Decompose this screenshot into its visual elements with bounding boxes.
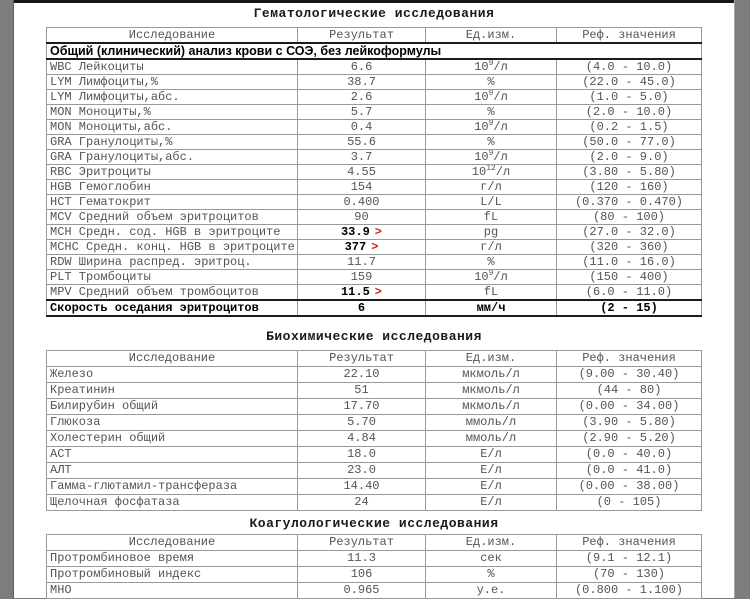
report-page <box>13 0 735 598</box>
lab-result-row <box>47 399 702 415</box>
ref-range-cell: (50.0 - 77.0) <box>557 135 702 150</box>
lab-result-row <box>47 135 702 150</box>
lab-result-row <box>47 75 702 90</box>
result-value: 5.7 <box>350 105 373 119</box>
ref-range-cell: (0.0 - 41.0) <box>557 463 702 479</box>
result-cell <box>298 240 426 255</box>
test-name-cell: Скорость оседания эритроцитов <box>47 300 298 316</box>
lab-result-row <box>47 300 702 316</box>
unit-base: 10 <box>474 90 489 104</box>
unit-cell <box>426 415 557 431</box>
result-value: 11.5 <box>340 285 370 299</box>
result-value: 4.55 <box>347 165 376 179</box>
result-value: 0.400 <box>343 195 380 209</box>
ref-range-cell: (0.2 - 1.5) <box>557 120 702 135</box>
result-cell <box>298 415 426 431</box>
ref-range-cell: (1.0 - 5.0) <box>557 90 702 105</box>
top-divider <box>14 0 734 3</box>
column-header: Исследование <box>47 351 298 367</box>
unit-cell <box>426 567 557 583</box>
unit-cell <box>426 225 557 240</box>
result-value: 51 <box>354 383 369 397</box>
unit-text: сек <box>480 551 502 565</box>
ref-range-cell: (27.0 - 32.0) <box>557 225 702 240</box>
unit-cell <box>426 551 557 567</box>
unit-denominator: /л <box>495 165 511 179</box>
result-value: 154 <box>350 180 373 194</box>
test-name-cell: Холестерин общий <box>47 431 298 447</box>
test-name-cell: АСТ <box>47 447 298 463</box>
unit-text: % <box>487 255 495 269</box>
unit-cell <box>426 195 557 210</box>
unit-cell <box>426 447 557 463</box>
ref-range-cell: (9.1 - 12.1) <box>557 551 702 567</box>
column-header: Ед.изм. <box>426 535 557 551</box>
result-cell <box>298 59 426 75</box>
lab-result-row <box>47 463 702 479</box>
unit-denominator: /л <box>493 270 508 284</box>
unit-text: ммоль/л <box>465 415 517 429</box>
lab-result-row <box>47 270 702 285</box>
result-cell <box>298 165 426 180</box>
unit-cell <box>426 240 557 255</box>
result-cell <box>298 90 426 105</box>
ref-range-cell: (320 - 360) <box>557 240 702 255</box>
test-name-cell: Глюкоза <box>47 415 298 431</box>
result-cell <box>298 255 426 270</box>
unit-cell <box>426 300 557 316</box>
section-title: Коагулологические исследования <box>249 516 499 531</box>
test-name-cell: Протромбиновый индекс <box>47 567 298 583</box>
unit-exponent: 9 <box>488 59 494 68</box>
unit-text: г/л <box>480 180 502 194</box>
lab-result-row <box>47 431 702 447</box>
result-cell <box>298 120 426 135</box>
lab-result-row <box>47 495 702 511</box>
unit-cell <box>426 431 557 447</box>
result-value: 38.7 <box>347 75 376 89</box>
unit-cell <box>426 135 557 150</box>
test-name-cell: WBC Лейкоциты <box>47 59 298 75</box>
result-cell <box>298 567 426 583</box>
unit-base: 10 <box>474 60 489 74</box>
result-cell <box>298 225 426 240</box>
results-table <box>46 534 702 599</box>
result-cell <box>298 105 426 120</box>
unit-text: L/L <box>480 195 502 209</box>
unit-cell <box>426 270 557 285</box>
result-value: 106 <box>350 567 373 581</box>
unit-text: Е/л <box>480 463 502 477</box>
lab-result-row <box>47 255 702 270</box>
result-value: 3.7 <box>350 150 373 164</box>
result-value: 6 <box>357 301 366 315</box>
lab-result-row <box>47 180 702 195</box>
lab-result-row <box>47 210 702 225</box>
result-cell <box>298 479 426 495</box>
result-cell <box>298 195 426 210</box>
unit-exponent: 9 <box>488 149 494 158</box>
result-cell <box>298 399 426 415</box>
lab-result-row <box>47 479 702 495</box>
ref-range-cell: (150 - 400) <box>557 270 702 285</box>
lab-result-row <box>47 583 702 599</box>
test-name-cell: АЛТ <box>47 463 298 479</box>
test-name-cell: HGB Гемоглобин <box>47 180 298 195</box>
unit-exponent: 9 <box>488 269 494 278</box>
unit-text: мкмоль/л <box>462 383 520 397</box>
result-value: 0.965 <box>343 583 380 597</box>
unit-cell <box>426 399 557 415</box>
ref-range-cell: (9.00 - 30.40) <box>557 367 702 383</box>
test-name-cell: MON Моноциты,% <box>47 105 298 120</box>
test-name-cell: MCH Средн. сод. HGB в эритроците <box>47 225 298 240</box>
result-cell <box>298 285 426 301</box>
ref-range-cell: (80 - 100) <box>557 210 702 225</box>
section-title: Биохимические исследования <box>266 329 482 344</box>
lab-section <box>14 517 734 599</box>
lab-result-row <box>47 447 702 463</box>
lab-result-row <box>47 240 702 255</box>
lab-result-row <box>47 59 702 75</box>
unit-text: мм/ч <box>476 301 506 315</box>
lab-result-row <box>47 285 702 301</box>
result-value: 377 <box>344 240 367 254</box>
result-value: 159 <box>350 270 373 284</box>
test-name-cell: LYM Лимфоциты,абс. <box>47 90 298 105</box>
unit-text: % <box>487 75 495 89</box>
test-name-cell: Креатинин <box>47 383 298 399</box>
column-header: Реф. значения <box>557 535 702 551</box>
result-cell <box>298 367 426 383</box>
result-cell <box>298 75 426 90</box>
result-value: 0.4 <box>350 120 373 134</box>
header-row <box>47 535 702 551</box>
unit-cell <box>426 495 557 511</box>
test-name-cell: Протромбиновое время <box>47 551 298 567</box>
ref-range-cell: (2.90 - 5.20) <box>557 431 702 447</box>
panel-subheader-row <box>47 43 702 59</box>
test-name-cell: GRA Гранулоциты,абс. <box>47 150 298 165</box>
ref-range-cell: (3.90 - 5.80) <box>557 415 702 431</box>
ref-range-cell: (6.0 - 11.0) <box>557 285 702 301</box>
unit-text: Е/л <box>480 495 502 509</box>
lab-report-sections <box>14 7 734 599</box>
unit-cell <box>426 210 557 225</box>
result-value: 14.40 <box>343 479 380 493</box>
unit-base: 10 <box>474 120 489 134</box>
high-flag-icon: > <box>374 285 382 299</box>
unit-cell <box>426 120 557 135</box>
result-value: 5.70 <box>347 415 376 429</box>
unit-base: 10 <box>474 150 489 164</box>
unit-cell <box>426 479 557 495</box>
unit-text: ммоль/л <box>465 431 517 445</box>
ref-range-cell: (3.80 - 5.80) <box>557 165 702 180</box>
result-value: 11.3 <box>347 551 376 565</box>
column-header: Исследование <box>47 28 298 44</box>
result-value: 18.0 <box>347 447 376 461</box>
result-cell <box>298 495 426 511</box>
header-row <box>47 351 702 367</box>
ref-range-cell: (0 - 105) <box>557 495 702 511</box>
panel-subheader: Общий (клинический) анализ крови с СОЭ, без лейкоформулы <box>47 43 702 59</box>
header-row <box>47 28 702 44</box>
unit-text: Е/л <box>480 479 502 493</box>
lab-result-row <box>47 195 702 210</box>
test-name-cell: LYM Лимфоциты,% <box>47 75 298 90</box>
unit-exponent: 9 <box>488 89 494 98</box>
result-value: 22.10 <box>343 367 380 381</box>
test-name-cell: MCV Средний объем эритроцитов <box>47 210 298 225</box>
lab-section <box>14 7 734 317</box>
test-name-cell: MCHC Средн. конц. HGB в эритроците <box>47 240 298 255</box>
result-cell <box>298 447 426 463</box>
unit-cell <box>426 463 557 479</box>
ref-range-cell: (70 - 130) <box>557 567 702 583</box>
result-value: 17.70 <box>343 399 380 413</box>
column-header: Результат <box>298 351 426 367</box>
ref-range-cell: (22.0 - 45.0) <box>557 75 702 90</box>
lab-result-row <box>47 165 702 180</box>
result-value: 11.7 <box>347 255 376 269</box>
unit-cell <box>426 285 557 301</box>
ref-range-cell: (0.0 - 40.0) <box>557 447 702 463</box>
lab-result-row <box>47 90 702 105</box>
test-name-cell: MPV Средний объем тромбоцитов <box>47 285 298 301</box>
unit-text: % <box>487 105 495 119</box>
results-table <box>46 350 702 511</box>
unit-cell <box>426 180 557 195</box>
result-cell <box>298 270 426 285</box>
unit-text: % <box>487 567 495 581</box>
unit-text: % <box>487 135 495 149</box>
ref-range-cell: (0.370 - 0.470) <box>557 195 702 210</box>
result-value: 2.6 <box>350 90 373 104</box>
result-value: 6.6 <box>350 60 373 74</box>
lab-result-row <box>47 150 702 165</box>
result-cell <box>298 431 426 447</box>
result-cell <box>298 150 426 165</box>
unit-text: fL <box>483 285 499 299</box>
unit-text: мкмоль/л <box>462 399 520 413</box>
unit-cell <box>426 367 557 383</box>
unit-cell <box>426 75 557 90</box>
unit-cell <box>426 255 557 270</box>
column-header: Ед.изм. <box>426 351 557 367</box>
unit-text: fL <box>483 210 499 224</box>
test-name-cell: GRA Гранулоциты,% <box>47 135 298 150</box>
unit-cell <box>426 583 557 599</box>
column-header: Реф. значения <box>557 351 702 367</box>
result-cell <box>298 463 426 479</box>
test-name-cell: Щелочная фосфатаза <box>47 495 298 511</box>
ref-range-cell: (2.0 - 9.0) <box>557 150 702 165</box>
unit-cell <box>426 59 557 75</box>
ref-range-cell: (44 - 80) <box>557 383 702 399</box>
column-header: Ед.изм. <box>426 28 557 44</box>
test-name-cell: Билирубин общий <box>47 399 298 415</box>
lab-result-row <box>47 551 702 567</box>
ref-range-cell: (4.0 - 10.0) <box>557 59 702 75</box>
ref-range-cell: (120 - 160) <box>557 180 702 195</box>
unit-denominator: /л <box>493 120 508 134</box>
test-name-cell: MON Моноциты,абс. <box>47 120 298 135</box>
lab-result-row <box>47 383 702 399</box>
ref-range-cell: (0.00 - 38.00) <box>557 479 702 495</box>
test-name-cell: HCT Гематокрит <box>47 195 298 210</box>
result-cell <box>298 135 426 150</box>
test-name-cell: МНО <box>47 583 298 599</box>
column-header: Исследование <box>47 535 298 551</box>
unit-cell <box>426 165 557 180</box>
unit-cell <box>426 105 557 120</box>
unit-exponent: 12 <box>486 164 496 173</box>
unit-text: Е/л <box>480 447 502 461</box>
lab-result-row <box>47 120 702 135</box>
column-header: Результат <box>298 28 426 44</box>
unit-text: pg <box>483 225 499 239</box>
test-name-cell: Гамма-глютамил-трансфераза <box>47 479 298 495</box>
ref-range-cell: (2.0 - 10.0) <box>557 105 702 120</box>
result-cell <box>298 300 426 316</box>
unit-base: 10 <box>474 270 489 284</box>
result-cell <box>298 210 426 225</box>
test-name-cell: PLT Тромбоциты <box>47 270 298 285</box>
unit-cell <box>426 90 557 105</box>
unit-text: у.е. <box>476 583 506 597</box>
lab-result-row <box>47 415 702 431</box>
result-value: 23.0 <box>347 463 376 477</box>
unit-text: мкмоль/л <box>462 367 520 381</box>
result-value: 4.84 <box>347 431 376 445</box>
unit-exponent: 9 <box>488 119 494 128</box>
section-title: Гематологические исследования <box>253 6 495 21</box>
lab-section <box>14 330 734 511</box>
lab-result-row <box>47 105 702 120</box>
result-cell <box>298 551 426 567</box>
ref-range-cell: (2 - 15) <box>557 300 702 316</box>
result-cell <box>298 383 426 399</box>
unit-cell <box>426 150 557 165</box>
high-flag-icon: > <box>371 240 379 254</box>
lab-result-row <box>47 225 702 240</box>
ref-range-cell: (0.00 - 34.00) <box>557 399 702 415</box>
result-cell <box>298 583 426 599</box>
test-name-cell: Железо <box>47 367 298 383</box>
result-value: 55.6 <box>347 135 376 149</box>
ref-range-cell: (11.0 - 16.0) <box>557 255 702 270</box>
results-table <box>46 27 702 317</box>
unit-denominator: /л <box>493 150 508 164</box>
lab-result-row <box>47 367 702 383</box>
column-header: Результат <box>298 535 426 551</box>
column-header: Реф. значения <box>557 28 702 44</box>
unit-cell <box>426 383 557 399</box>
high-flag-icon: > <box>374 225 382 239</box>
lab-result-row <box>47 567 702 583</box>
unit-denominator: /л <box>493 90 508 104</box>
test-name-cell: RBC Эритроциты <box>47 165 298 180</box>
result-cell <box>298 180 426 195</box>
ref-range-cell: (0.800 - 1.100) <box>557 583 702 599</box>
result-value: 90 <box>354 210 369 224</box>
result-value: 33.9 <box>340 225 370 239</box>
result-value: 24 <box>354 495 369 509</box>
test-name-cell: RDW Ширина распред. эритроц. <box>47 255 298 270</box>
unit-base: 10 <box>471 165 487 179</box>
unit-text: г/л <box>480 240 502 254</box>
unit-denominator: /л <box>493 60 508 74</box>
